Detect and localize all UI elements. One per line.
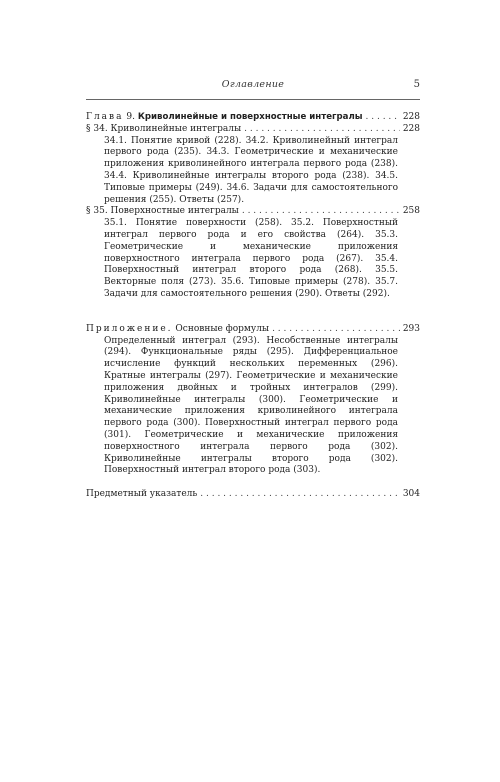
- index-page: 304: [402, 489, 420, 500]
- leader-dots: [244, 124, 400, 136]
- section-subentries: 35.1. Понятие поверхности (258). 35.2. Поверхностный интеграл первого рода и его свойства (264). 35.3. Геометрические и механические приложения поверхностного интеграла первого рода (267). 35.4. Поверхностный интеграл второго рода (268). 35.5. Векторные поля (273). 35.6. Типовые примеры (278). 35.7. Задачи для самостоятельного решения (290). Ответы (292).: [104, 218, 398, 299]
- section-page: 258: [402, 206, 420, 217]
- toc-section-35[interactable]: [86, 206, 420, 300]
- appendix-title: Основные формулы: [175, 323, 270, 334]
- appendix-subentries: Определенный интеграл (293). Несобственные интегралы (294). Функциональные ряды (295). Дифференциальное исчисление функций нескольких переменных (296). Кратные интегралы (297). Геометрические и механические приложения двойных и тройных интегралов (299). Криволинейные интегралы (300). Геометрические и механические приложения криволинейного интеграла первого рода (300). Поверхностный интеграл первого рода (301). Геометрические и механические приложения поверхностного интеграла первого рода (302). Криволинейные интегралы второго рода (302). Поверхностный интеграл второго рода (303).: [104, 335, 398, 476]
- toc-appendix[interactable]: [86, 324, 420, 477]
- table-of-contents: [86, 112, 420, 501]
- chapter-page: 228: [402, 112, 420, 122]
- appendix-page: 293: [402, 323, 420, 334]
- running-header: [86, 79, 420, 100]
- toc-section-34[interactable]: [86, 124, 420, 207]
- chapter-title: Криволинейные и поверхностные интегралы: [137, 112, 363, 122]
- page-number: 5: [413, 79, 420, 90]
- toc-chapter-9[interactable]: [86, 112, 420, 124]
- section-subentries: 34.1. Понятие кривой (228). 34.2. Криволинейный интеграл первого рода (235). 34.3. Геометрические и механические приложения криволинейного интеграла первого рода (238). 34.4. Криволинейные интегралы второго рода (238). 34.5. Типовые примеры (249). 34.6. Задачи для самостоятельного решения (255). Ответы (257).: [104, 135, 398, 205]
- section-page: 228: [402, 123, 420, 134]
- chapter-prefix: Глава: [86, 112, 124, 122]
- leader-dots: [272, 324, 400, 336]
- toc-index[interactable]: [86, 489, 420, 501]
- section-label: § 34. Криволинейные интегралы: [86, 123, 242, 134]
- appendix-prefix: Приложение.: [86, 323, 173, 334]
- running-header-title: Оглавление: [221, 79, 285, 90]
- leader-dots: [366, 112, 400, 124]
- chapter-number: 9.: [126, 112, 135, 122]
- index-label: Предметный указатель: [86, 489, 198, 500]
- leader-dots: [242, 206, 400, 218]
- leader-dots: [200, 489, 400, 501]
- section-label: § 35. Поверхностные интегралы: [86, 206, 239, 217]
